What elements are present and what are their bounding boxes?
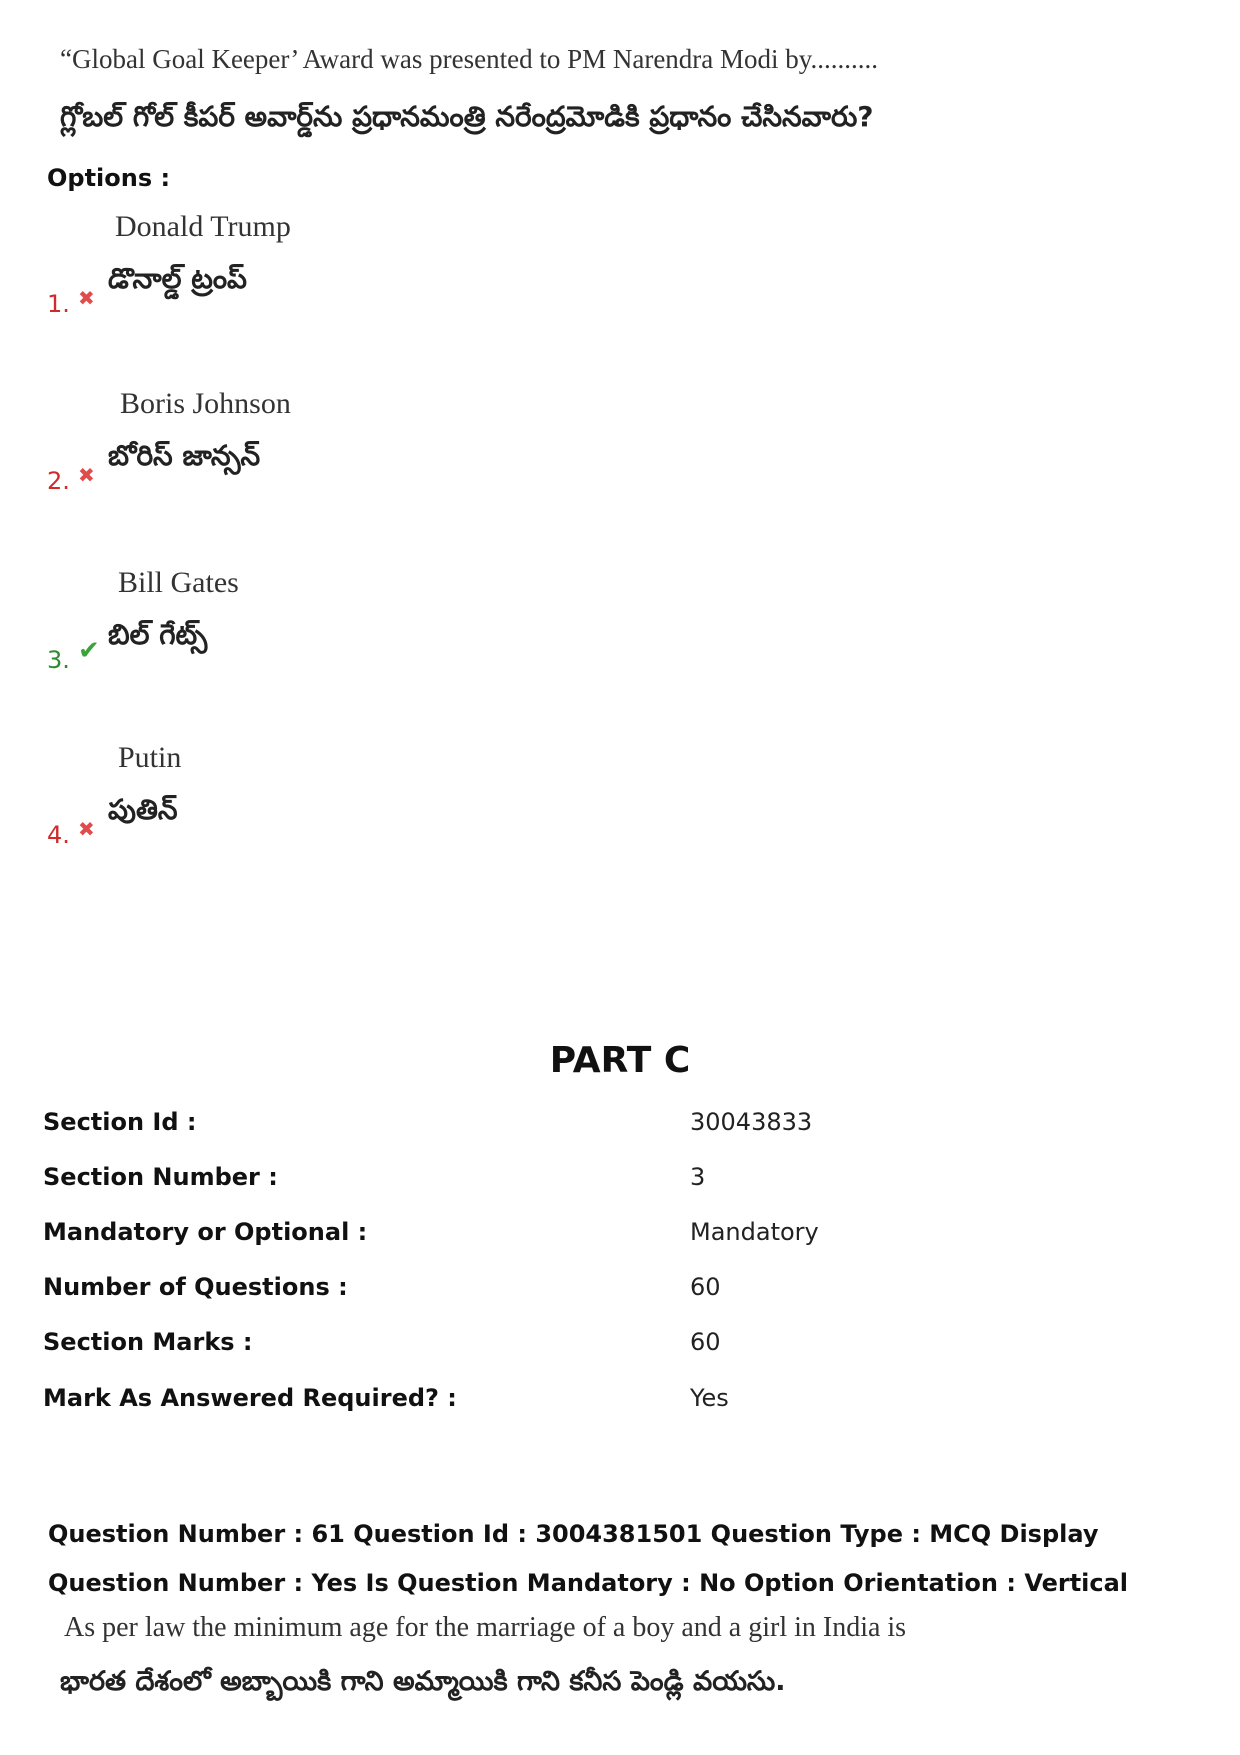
option-2-number: 2. (47, 467, 70, 495)
option-3-english: Bill Gates (118, 566, 239, 599)
section-id-value: 30043833 (690, 1108, 813, 1136)
mandatory-value: Mandatory (690, 1218, 819, 1246)
option-2 (0, 387, 1240, 537)
mandatory-label: Mandatory or Optional : (43, 1218, 368, 1246)
options-label: Options : (47, 164, 171, 192)
question-text-telugu: గ్లోబల్ గోల్ కీపర్ అవార్డ్‌ను ప్రధానమంత్రి నరేంద్రమోడికి ప్రధానం చేసినవారు? (60, 100, 874, 133)
check-mark-icon: ✔ (78, 636, 100, 666)
option-4-number: 4. (47, 821, 70, 849)
option-1-number: 1. (47, 290, 70, 318)
question-count-label: Number of Questions : (43, 1273, 348, 1301)
section-id-label: Section Id : (43, 1108, 197, 1136)
part-title: PART C (549, 1040, 691, 1081)
question-count-value: 60 (690, 1273, 721, 1301)
section-marks-label: Section Marks : (43, 1328, 253, 1356)
option-2-telugu: బోరిస్ జాన్సన్ (108, 439, 261, 472)
wrong-mark-icon: ✖ (78, 463, 95, 487)
section-row (0, 1108, 1240, 1148)
section-marks-value: 60 (690, 1328, 721, 1356)
option-1-telugu: డొనాల్డ్ ట్రంప్ (108, 262, 247, 295)
next-question-text-telugu: భారత దేశంలో అబ్బాయికి గాని అమ్మాయికి గాని కనీస పెండ్లి వయసు. (60, 1666, 786, 1697)
option-4-telugu: పుతిన్ (108, 793, 178, 826)
section-number-label: Section Number : (43, 1163, 278, 1191)
answered-required-value: Yes (690, 1384, 729, 1412)
option-2-english: Boris Johnson (120, 387, 291, 420)
section-row (0, 1328, 1240, 1368)
section-row (0, 1218, 1240, 1258)
section-row (0, 1273, 1240, 1313)
question-text-english: “Global Goal Keeper’ Award was presented to PM Narendra Modi by.......... (60, 44, 879, 74)
option-4-english: Putin (118, 741, 182, 774)
answered-required-label: Mark As Answered Required? : (43, 1384, 457, 1412)
option-3 (0, 566, 1240, 716)
wrong-mark-icon: ✖ (78, 817, 95, 841)
question-info: Question Number : 61 Question Id : 3004381501 Question Type : MCQ Display Question Number : Yes Is Question Mandatory : No Option Orientation : Vertical (48, 1520, 1129, 1597)
wrong-mark-icon: ✖ (78, 286, 95, 310)
section-row (0, 1384, 1240, 1424)
section-row (0, 1163, 1240, 1203)
next-question-text-english: As per law the minimum age for the marriage of a boy and a girl in India is (64, 1612, 907, 1643)
option-4 (0, 741, 1240, 891)
option-1-english: Donald Trump (115, 210, 291, 243)
section-number-value: 3 (690, 1163, 706, 1191)
option-3-telugu: బిల్ గేట్స్ (108, 618, 208, 651)
option-1 (0, 210, 1240, 360)
option-3-number: 3. (47, 646, 70, 674)
